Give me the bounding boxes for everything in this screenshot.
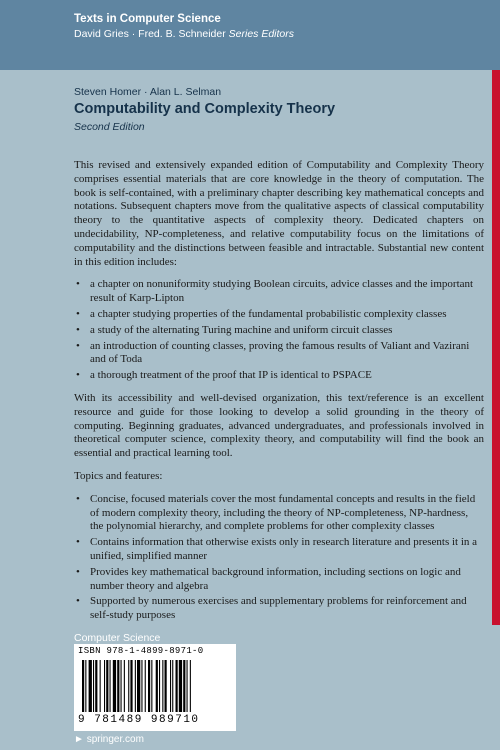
series-editors-line	[74, 27, 294, 42]
series-editors-role: Series Editors	[228, 28, 295, 40]
new-content-list	[74, 278, 484, 383]
list-item: • Contains information that otherwise exists only in research literature and presents it in a unified, simplified manner	[76, 536, 478, 562]
series-editors: David Gries · Fred. B. Schneider	[74, 28, 226, 40]
series-block	[74, 12, 294, 42]
category-label: Computer Science	[74, 632, 161, 644]
publisher-link[interactable]	[74, 734, 144, 745]
barcode	[74, 644, 236, 731]
accent-strip	[492, 70, 500, 625]
publisher-link-text: springer.com	[86, 734, 144, 745]
topics-heading: Topics and features:	[74, 469, 163, 482]
list-item: • a chapter on nonuniformity studying Boolean circuits, advice classes and the important result of Karp-Lipton	[76, 278, 474, 305]
list-item: • Supported by numerous exercises and supplementary problems for reinforcement and self-study purposes	[76, 595, 467, 622]
list-item: • a study of the alternating Turing machine and uniform circuit classes	[76, 323, 393, 336]
bullet-icon: •	[76, 536, 80, 549]
accessibility-paragraph: With its accessibility and well-devised organization, this text/reference is an excellent resource and guide for those looking to develop a solid grounding in the theory of computing. Beginning graduates, advanced undergraduates, and professionals involved in theoretical computer science, complexity theory, and computability will find the book an essential and practical learning tool.	[74, 391, 484, 460]
book-authors: Steven Homer · Alan L. Selman	[74, 86, 222, 98]
bullet-icon: •	[76, 307, 80, 320]
list-item: • Provides key mathematical background information, including sections on logic and number theory and algebra	[76, 565, 461, 592]
topics-list	[74, 493, 484, 623]
arrow-right-icon: ►	[74, 734, 84, 745]
list-item: • an introduction of counting classes, proving the famous results of Valiant and Vazirani and of Toda	[76, 339, 470, 366]
intro-paragraph: This revised and extensively expanded edition of Computability and Complexity Theory comprises essential materials that are core knowledge in the theory of computation. The book is self-contained, with a preliminary chapter describing key mathematical concepts and notations. Subsequent chapters move from the qualitative aspects of classical computability theory to the quantitative aspects of complexity theory. Dedicated chapters on undecidability, NP-completeness, and relative computability focus on the limitations of computability and the distinctions between feasible and intractable. Substantial new content in this edition includes:	[74, 159, 484, 268]
bullet-icon: •	[76, 369, 80, 382]
barcode-bars-icon	[82, 660, 228, 712]
book-edition: Second Edition	[74, 121, 145, 133]
list-item: • Concise, focused materials cover the most fundamental concepts and results in the field of modern complexity theory, including the theory of NP-completeness, NP-hardness, the polynomial hierarchy, and complete problems for other complexity classes	[76, 492, 476, 533]
book-title: Computability and Complexity Theory	[74, 101, 336, 117]
bullet-icon: •	[76, 595, 80, 608]
bullet-icon: •	[76, 278, 80, 291]
bullet-icon: •	[76, 339, 80, 352]
series-header	[0, 0, 500, 70]
description-body	[74, 159, 484, 632]
list-item: • a chapter studying properties of the fundamental probabilistic complexity classes	[76, 307, 447, 320]
isbn-label: ISBN 978-1-4899-8971-0	[78, 646, 204, 656]
bullet-icon: •	[76, 565, 80, 578]
bullet-icon: •	[76, 492, 80, 505]
barcode-number: 9 781489 989710	[78, 714, 200, 726]
series-name: Texts in Computer Science	[74, 13, 221, 25]
bullet-icon: •	[76, 323, 80, 336]
list-item: • a thorough treatment of the proof that IP is identical to PSPACE	[76, 369, 372, 382]
